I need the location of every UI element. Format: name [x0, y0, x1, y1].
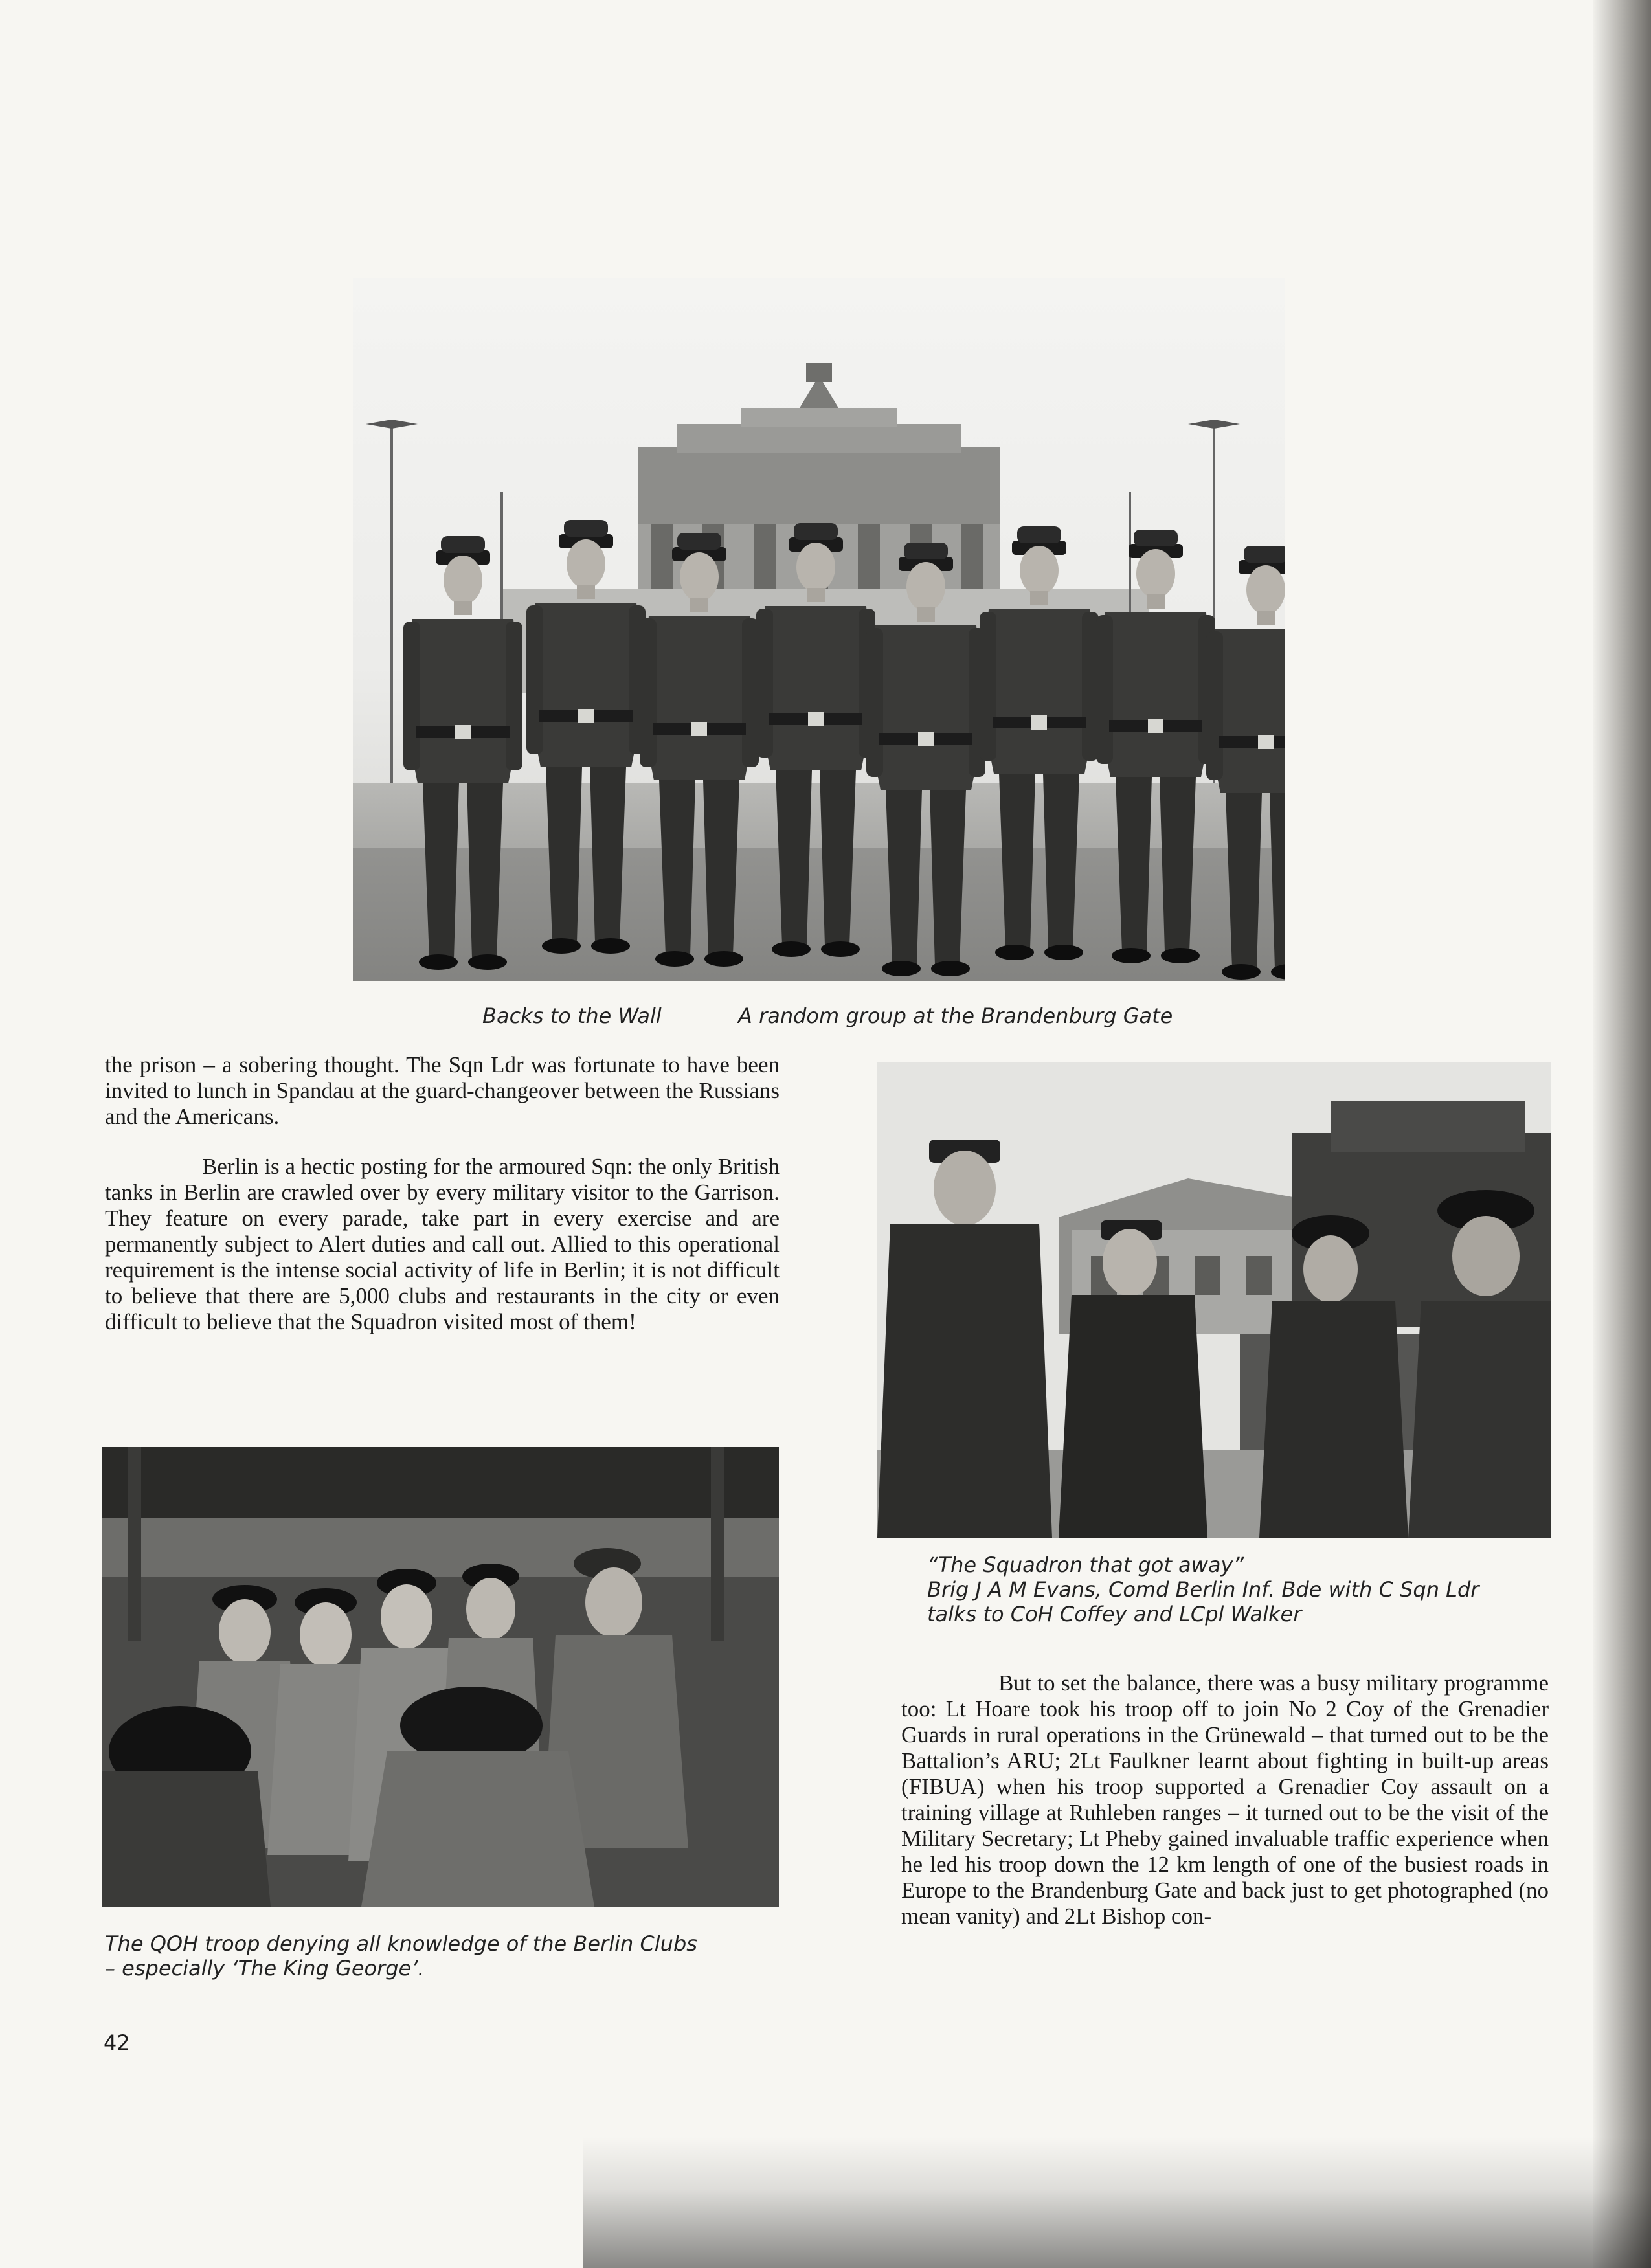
right-photo-caption-line-3: talks to CoH Coffey and LCpl Walker — [927, 1602, 1302, 1626]
right-column-paragraph-1: But to set the balance, there was a busy military programme too: Lt Hoare took his troop off to join No 2 Coy of the Grenadier Guards in rural operations in the Grünewald – that turned out to be the Battalion’s ARU; 2Lt Faulkner learnt about fighting in built-up areas (FIBUA) when his troop supported a Grenadier Coy assault on a training village at Ruhleben ranges – it turned out to be the visit of the Military Secretary; Lt Pheby gained invaluable traffic experience when he led his troop down the 12 km length of one of the busiest roads in Europe to the Brandenburg Gate and back just to get photographed (no mean vanity) and 2Lt Bishop con- — [901, 1670, 1549, 1929]
photo-squadron-officers — [877, 1062, 1551, 1538]
top-photo-caption-left: Backs to the Wall — [482, 1004, 662, 1028]
page-number: 42 — [104, 2030, 130, 2055]
page-edge-shadow — [1593, 0, 1651, 2268]
right-photo-caption — [927, 1553, 1523, 1626]
right-photo-caption-title: “The Squadron that got away” — [927, 1553, 1244, 1577]
page-bottom-shadow — [583, 2137, 1651, 2268]
photo-qoh-troop — [102, 1447, 779, 1907]
left-photo-caption — [105, 1931, 778, 1981]
top-photo-caption-right: A random group at the Brandenburg Gate — [738, 1004, 1173, 1028]
photo-brandenburg-gate — [353, 278, 1285, 981]
left-column-paragraph-2: Berlin is a hectic posting for the armoured Sqn: the only British tanks in Berlin are crawled over by every military visitor to the Garrison. They feature on every parade, take part in every exercise and are permanently subject to Alert duties and call out. Allied to this operational requirement is the intense social activity of life in Berlin; it is not difficult to believe that there are 5,000 clubs and restaurants in the city or even difficult to believe that the Squadron visited most of them! — [105, 1154, 780, 1334]
left-photo-caption-line-1: The QOH troop denying all knowledge of the Berlin Clubs — [105, 1931, 697, 1956]
left-photo-caption-line-2: – especially ‘The King George’. — [105, 1956, 425, 1981]
right-photo-caption-line-2: Brig J A M Evans, Comd Berlin Inf. Bde with C Sqn Ldr — [927, 1577, 1479, 1602]
left-column-paragraph-1: the prison – a sobering thought. The Sqn Ldr was fortunate to have been invited to lunch in Spandau at the guard-changeover between the Russians and the Americans. — [105, 1052, 780, 1129]
